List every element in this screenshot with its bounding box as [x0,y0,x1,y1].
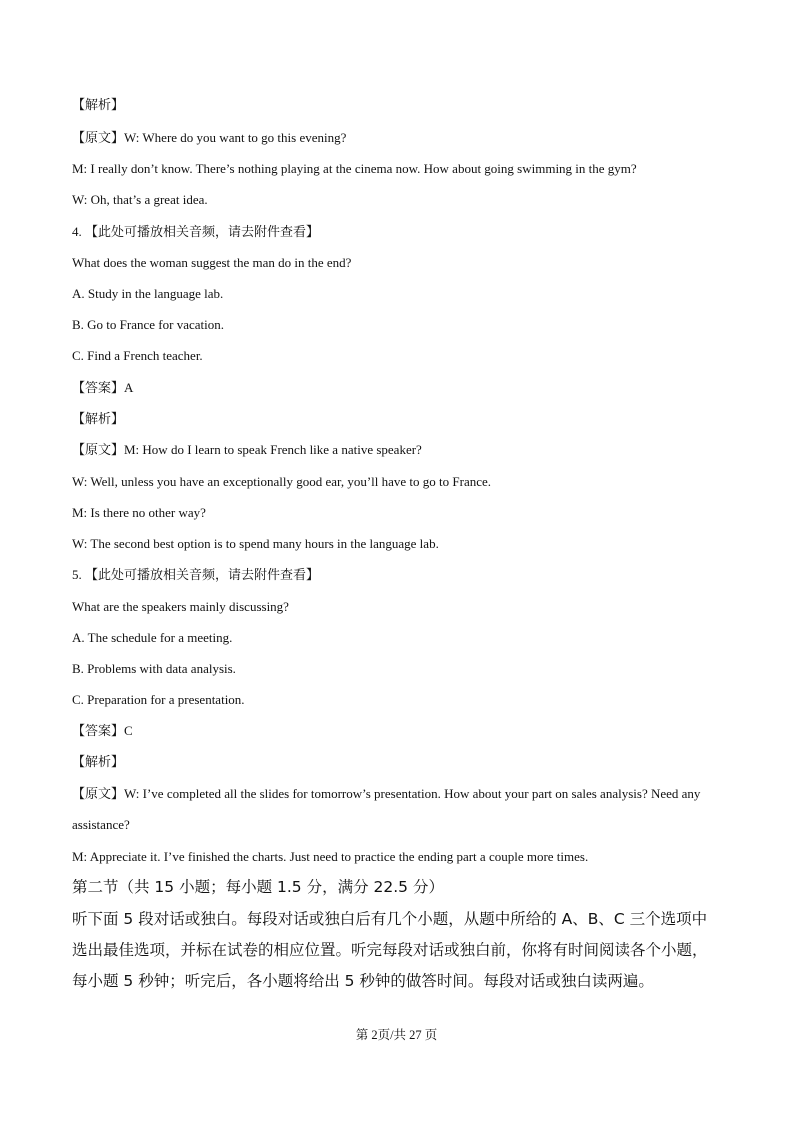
transcript-line: 【原文】W: Where do you want to go this evening? [72,130,347,145]
option-a: A. The schedule for a meeting. [72,630,233,645]
transcript-line: W: Well, unless you have an exceptionally good ear, you’ll have to go to France. [72,474,492,489]
transcript-line: M: Appreciate it. I’ve finished the charts. Just need to practice the ending part a couple more times. [72,849,589,864]
answer-label: 【答案】C [72,723,133,738]
section-heading: 第二节（共 15 小题；每小题 1.5 分，满分 22.5 分） [72,878,444,896]
transcript-line: 【原文】M: How do I learn to speak French like a native speaker? [72,442,422,457]
transcript-line: 【原文】W: I’ve completed all the slides for tomorrow’s presentation. How about your part on sales analysis? Need any assistance? [72,786,701,832]
option-b: B. Problems with data analysis. [72,661,236,676]
transcript-line: M: I really don’t know. There’s nothing playing at the cinema now. How about going swimming in the gym? [72,161,637,176]
transcript-line: M: Is there no other way? [72,505,206,520]
question-number: 4. 【此处可播放相关音频，请去附件查看】 [72,224,320,239]
transcript-line: W: The second best option is to spend many hours in the language lab. [72,536,439,551]
question-text: What are the speakers mainly discussing? [72,599,289,614]
option-a: A. Study in the language lab. [72,286,224,301]
question-text: What does the woman suggest the man do in the end? [72,255,352,270]
option-c: C. Find a French teacher. [72,348,203,363]
page-number: 第 2页/共 27 页 [355,1028,438,1042]
question-number: 5. 【此处可播放相关音频，请去附件查看】 [72,567,320,582]
section-instructions: 选出最佳选项，并标在试卷的相应位置。听完每段对话或独白前，你将有时间阅读各个小题， [72,941,708,959]
option-c: C. Preparation for a presentation. [72,692,245,707]
section-instructions: 每小题 5 秒钟；听完后，各小题将给出 5 秒钟的做答时间。每段对话或独白读两遍。 [72,972,654,990]
analysis-label: 【解析】 [72,97,125,112]
transcript-line: W: Oh, that’s a great idea. [72,192,208,207]
analysis-label: 【解析】 [72,754,125,769]
answer-label: 【答案】A [72,380,134,395]
section-instructions: 听下面 5 段对话或独白。每段对话或独白后有几个小题，从题中所给的 A、B、C 三个选项中 [72,910,708,928]
option-b: B. Go to France for vacation. [72,317,224,332]
analysis-label: 【解析】 [72,411,125,426]
